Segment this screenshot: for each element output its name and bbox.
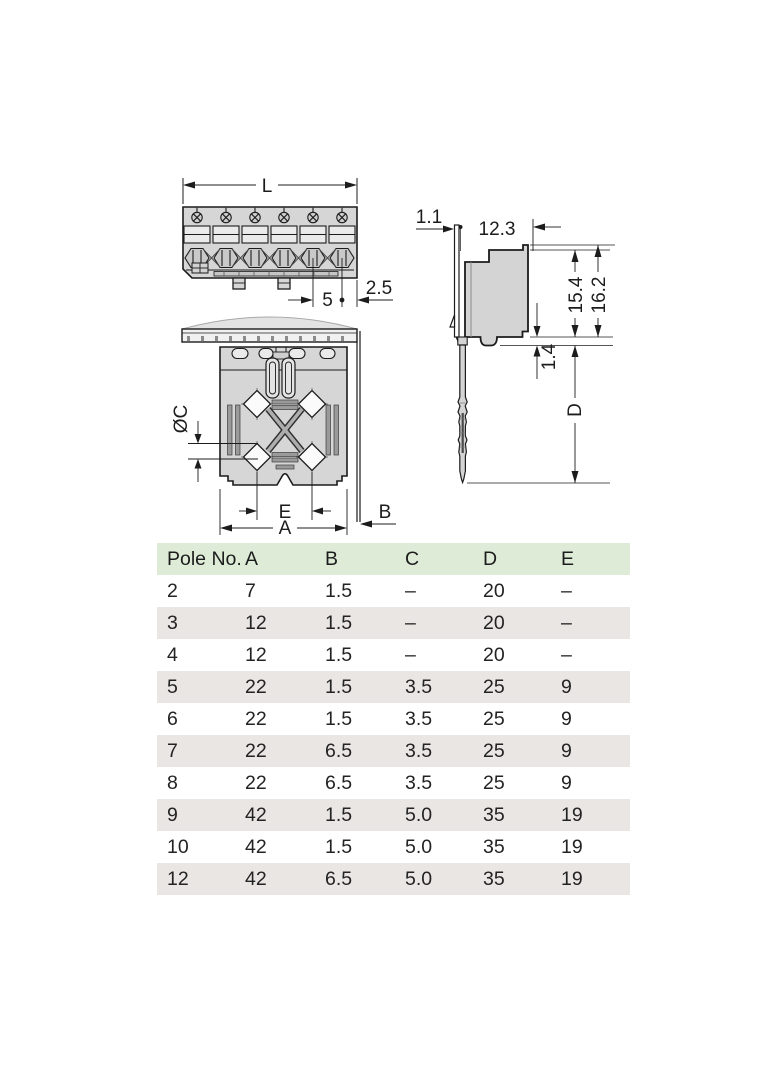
front-housing bbox=[183, 207, 357, 289]
cell-e: – bbox=[561, 580, 572, 602]
cell-d: 20 bbox=[483, 644, 505, 666]
cell-e: 9 bbox=[561, 708, 572, 730]
table-row bbox=[157, 703, 630, 735]
cell-pole: 12 bbox=[167, 868, 189, 890]
cell-pole: 7 bbox=[167, 740, 178, 762]
col-header-b: B bbox=[325, 548, 339, 570]
cell-b: 1.5 bbox=[325, 708, 353, 730]
dim-label-E: E bbox=[278, 502, 292, 523]
table-row bbox=[157, 735, 630, 767]
cell-d: 20 bbox=[483, 580, 505, 602]
cell-b: 1.5 bbox=[325, 580, 353, 602]
cell-pole: 5 bbox=[167, 676, 178, 698]
table-row bbox=[157, 575, 630, 607]
cell-a: 22 bbox=[245, 708, 267, 730]
cell-b: 6.5 bbox=[325, 740, 353, 762]
side-view-drawing bbox=[405, 185, 625, 495]
cell-e: 9 bbox=[561, 676, 572, 698]
cell-a: 7 bbox=[245, 580, 256, 602]
dim-label-A: A bbox=[278, 518, 292, 539]
cell-e: 9 bbox=[561, 772, 572, 794]
cell-d: 35 bbox=[483, 804, 505, 826]
cell-a: 22 bbox=[245, 740, 267, 762]
table-row bbox=[157, 863, 630, 895]
cell-pole: 3 bbox=[167, 612, 178, 634]
dim-label-plate-thickness: 1.1 bbox=[415, 207, 443, 228]
dim-label-edge: 2.5 bbox=[365, 278, 393, 299]
cell-c: – bbox=[405, 644, 416, 666]
cell-c: 5.0 bbox=[405, 804, 433, 826]
bottom-view-drawing bbox=[155, 308, 405, 543]
col-header-c: C bbox=[405, 548, 420, 570]
dimension-table bbox=[157, 543, 630, 895]
dim-label-pin-length: D bbox=[565, 403, 586, 417]
cell-a: 42 bbox=[245, 804, 267, 826]
table-header-row bbox=[157, 543, 630, 575]
cell-c: – bbox=[405, 580, 416, 602]
cell-c: 3.5 bbox=[405, 676, 433, 698]
table-row bbox=[157, 767, 630, 799]
side-housing bbox=[450, 225, 528, 483]
col-header-a: A bbox=[245, 548, 259, 570]
cell-pole: 4 bbox=[167, 644, 178, 666]
dim-label-L: L bbox=[261, 176, 273, 197]
cell-b: 1.5 bbox=[325, 612, 353, 634]
cell-e: 19 bbox=[561, 804, 583, 826]
cell-pole: 9 bbox=[167, 804, 178, 826]
cell-c: 3.5 bbox=[405, 740, 433, 762]
cell-d: 20 bbox=[483, 612, 505, 634]
cell-a: 12 bbox=[245, 644, 267, 666]
dim-label-height-outer: 16.2 bbox=[589, 276, 610, 314]
bottom-housing bbox=[220, 347, 347, 485]
dim-label-depth: 12.3 bbox=[478, 219, 516, 240]
front-view-drawing bbox=[140, 170, 400, 320]
cell-b: 6.5 bbox=[325, 772, 353, 794]
cell-d: 25 bbox=[483, 676, 505, 698]
cell-e: – bbox=[561, 612, 572, 634]
dim-label-diameter-C: ØC bbox=[171, 404, 192, 434]
table-row bbox=[157, 799, 630, 831]
cell-b: 1.5 bbox=[325, 676, 353, 698]
cell-c: 3.5 bbox=[405, 708, 433, 730]
dim-label-height-inner: 15.4 bbox=[566, 276, 587, 314]
cell-c: 3.5 bbox=[405, 772, 433, 794]
cell-d: 35 bbox=[483, 836, 505, 858]
cell-d: 25 bbox=[483, 708, 505, 730]
cell-a: 42 bbox=[245, 836, 267, 858]
cell-b: 1.5 bbox=[325, 644, 353, 666]
cell-e: 19 bbox=[561, 836, 583, 858]
cell-c: 5.0 bbox=[405, 868, 433, 890]
col-header-d: D bbox=[483, 548, 498, 570]
cell-pole: 2 bbox=[167, 580, 178, 602]
cell-b: 1.5 bbox=[325, 836, 353, 858]
cell-a: 12 bbox=[245, 612, 267, 634]
cell-d: 35 bbox=[483, 868, 505, 890]
col-header-pole: Pole No. bbox=[167, 548, 242, 570]
dim-label-pitch: 5 bbox=[322, 290, 333, 311]
cell-a: 22 bbox=[245, 772, 267, 794]
cell-e: 9 bbox=[561, 740, 572, 762]
cell-c: 5.0 bbox=[405, 836, 433, 858]
cell-pole: 6 bbox=[167, 708, 178, 730]
cell-d: 25 bbox=[483, 772, 505, 794]
cell-pole: 10 bbox=[167, 836, 189, 858]
dim-label-offset: 1.4 bbox=[539, 343, 560, 371]
cell-c: – bbox=[405, 612, 416, 634]
table-row bbox=[157, 607, 630, 639]
cell-a: 42 bbox=[245, 868, 267, 890]
table-row bbox=[157, 639, 630, 671]
cell-e: – bbox=[561, 644, 572, 666]
dim-label-B: B bbox=[378, 502, 392, 523]
cell-b: 6.5 bbox=[325, 868, 353, 890]
table-row bbox=[157, 671, 630, 703]
col-header-e: E bbox=[561, 548, 575, 570]
cell-b: 1.5 bbox=[325, 804, 353, 826]
cell-pole: 8 bbox=[167, 772, 178, 794]
cell-e: 19 bbox=[561, 868, 583, 890]
table-row bbox=[157, 831, 630, 863]
cell-a: 22 bbox=[245, 676, 267, 698]
cell-d: 25 bbox=[483, 740, 505, 762]
